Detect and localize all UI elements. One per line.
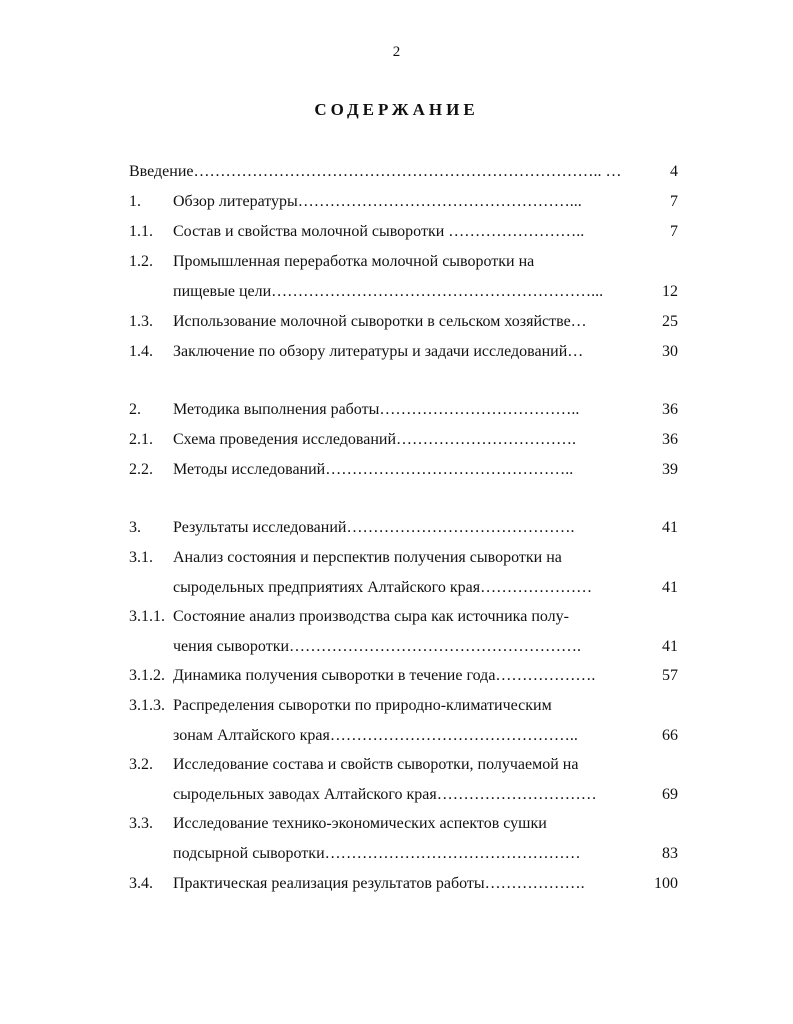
toc-entry-title: сыродельных заводах Алтайского края…………………………: [173, 786, 597, 803]
toc-entry-number: 3.2.: [129, 756, 153, 773]
toc-entry-page: 39: [662, 461, 678, 478]
toc-entry-title: Результаты исследований…………………………………….: [173, 519, 575, 536]
toc-entry-number: 1.1.: [129, 223, 153, 240]
toc-entry-title: Исследование технико-экономических аспектов сушки: [173, 815, 547, 832]
toc-entry-page: 100: [654, 875, 678, 892]
toc-entry-number: 3.3.: [129, 815, 153, 832]
toc-entry-page: 69: [662, 786, 678, 803]
toc-entry-number: 2.2.: [129, 461, 153, 478]
toc-entry-number: 3.1.3.: [129, 697, 165, 714]
toc-entry-number: 1.2.: [129, 253, 153, 270]
toc-entry-number: 3.4.: [129, 875, 153, 892]
toc-entry-title: Обзор литературы……………………………………………...: [173, 193, 582, 210]
toc-entry-title: Промышленная переработка молочной сыворотки на: [173, 253, 535, 270]
toc-entry-number: 3.1.: [129, 549, 153, 566]
toc-entry-number: 1.3.: [129, 313, 153, 330]
toc-entry-title: подсырной сыворотки…………………………………………: [173, 845, 581, 862]
toc-entry-number: 1.4.: [129, 343, 153, 360]
toc-entry-page: 7: [670, 223, 678, 240]
toc-entry-title: Динамика получения сыворотки в течение года……………….: [173, 667, 596, 684]
toc-entry-number: 3.1.2.: [129, 667, 165, 684]
toc-entry-page: 57: [662, 667, 678, 684]
toc-entry-page: 66: [662, 727, 678, 744]
toc-entry-title: Использование молочной сыворотки в сельском хозяйстве…: [173, 313, 587, 330]
toc-entry-title: Практическая реализация результатов работы……………….: [173, 875, 585, 892]
toc-entry-page: 30: [662, 343, 678, 360]
toc-entry-title: Состав и свойства молочной сыворотки ……………………..: [173, 223, 585, 240]
toc-entry-title: зонам Алтайского края………………………………………..: [173, 727, 578, 744]
toc-entry-page: 41: [662, 638, 678, 655]
toc-entry-title: сыродельных предприятиях Алтайского края…………………: [173, 579, 593, 596]
toc-entry-number: 1.: [129, 193, 141, 210]
toc-entry-page: 41: [662, 579, 678, 596]
toc-entry-page: 12: [662, 283, 678, 300]
toc-entry-title: Схема проведения исследований…………………………….: [173, 431, 577, 448]
toc-entry-title: Заключение по обзору литературы и задачи исследований…: [173, 343, 584, 360]
toc-entry-title: Распределения сыворотки по природно-климатическим: [173, 697, 552, 714]
toc-entry-title: Состояние анализ производства сыра как источника полу-: [173, 608, 569, 625]
toc-entry-title: Методика выполнения работы………………………………..: [173, 401, 580, 418]
toc-entry-number: 2.: [129, 401, 141, 418]
toc-entry-page: 41: [662, 519, 678, 536]
toc-entry-page: 7: [670, 193, 678, 210]
toc-entry-number: 2.1.: [129, 431, 153, 448]
page-title: СОДЕРЖАНИЕ: [314, 100, 479, 119]
toc-entry-number: 3.: [129, 519, 141, 536]
toc-entry-title: пищевые цели……………………………………………………...: [173, 283, 604, 300]
toc-entry-page: 83: [662, 845, 678, 862]
toc-entry-title: Анализ состояния и перспектив получения сыворотки на: [173, 549, 562, 566]
page-number: 2: [392, 44, 401, 60]
toc-entry-page: 36: [662, 431, 678, 448]
toc-entry-page: 4: [670, 163, 678, 180]
toc-entry-page: 25: [662, 313, 678, 330]
toc-entry-number: 3.1.1.: [129, 608, 165, 625]
toc-entry-title: Исследование состава и свойств сыворотки, получаемой на: [173, 756, 579, 773]
toc-entry-title: чения сыворотки……………………………………………….: [173, 638, 582, 655]
toc-entry-title: Методы исследований………………………………………..: [173, 461, 574, 478]
toc-entry-title: Введение………………………………………………………………….. …: [129, 163, 622, 180]
toc-entry-page: 36: [662, 401, 678, 418]
